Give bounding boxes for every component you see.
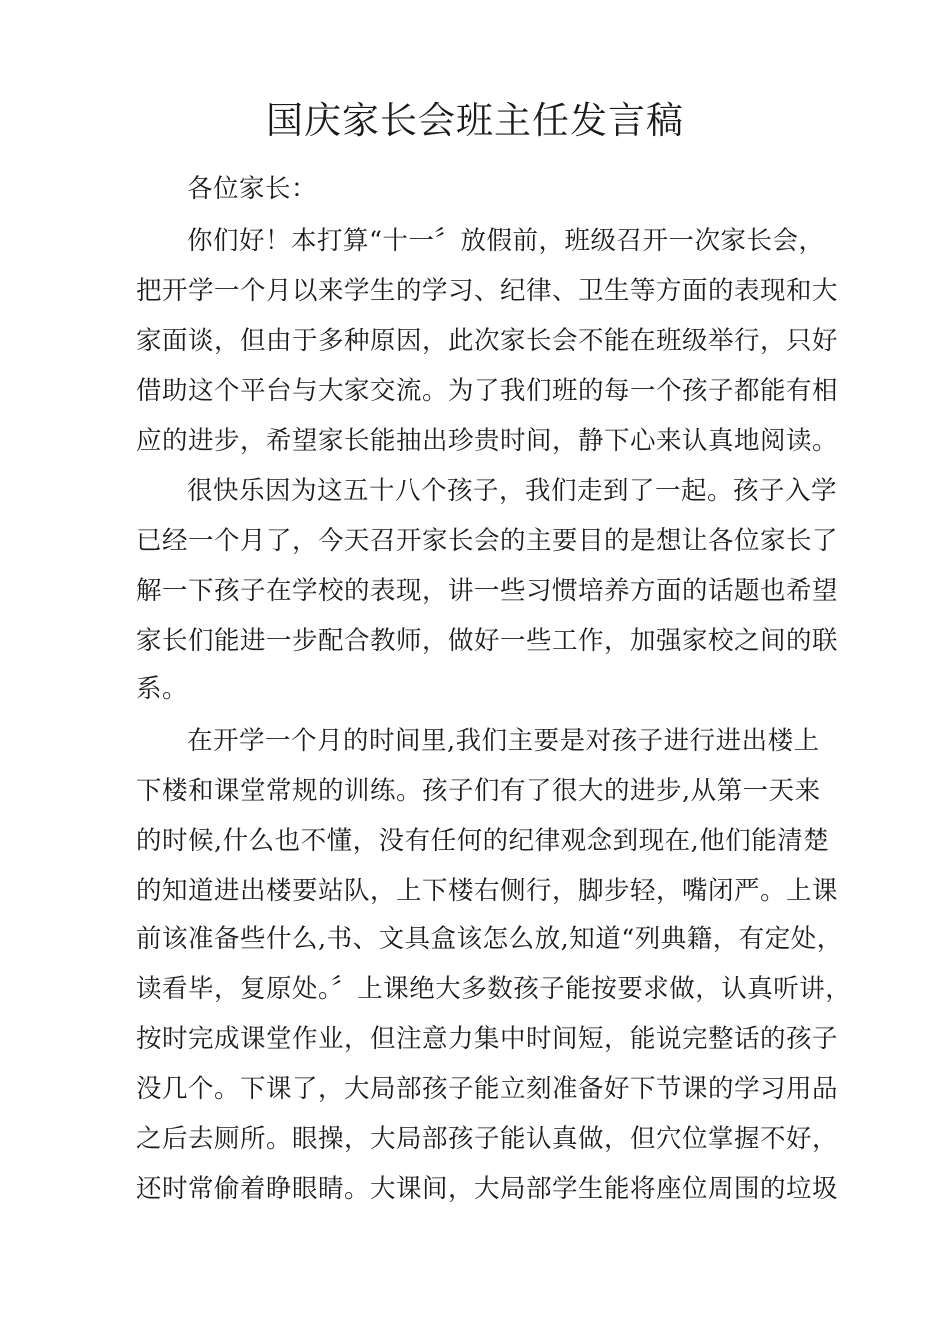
paragraph-1-line-1: 你们好！本打算“十一〞放假前，班级召开一次家长会， (187, 226, 825, 256)
paragraph-1-line-3: 家面谈，但由于多种原因，此次家长会不能在班级举行，只好 (136, 326, 839, 356)
paragraph-3-line-10: 还时常偷着睁眼睛。大课间，大局部学生能将座位周围的垃圾 (136, 1174, 839, 1204)
paragraph-2-line-4: 家长们能进一步配合教师，做好一些工作，加强家校之间的联 (136, 626, 839, 656)
paragraph-3-line-4: 的知道进出楼要站队，上下楼右侧行，脚步轻，嘴闭严。上课 (136, 876, 839, 906)
paragraph-2-line-2: 已经一个月了，今天召开家长会的主要目的是想让各位家长了 (136, 526, 839, 556)
paragraph-2-line-5: 系。 (136, 674, 189, 704)
paragraph-1-line-2: 把开学一个月以来学生的学习、纪律、卫生等方面的表现和大 (136, 276, 839, 306)
paragraph-3-line-5: 前该准备些什么,书、文具盒该怎么放,知道“列典籍，有定处， (136, 924, 843, 954)
paragraph-3-line-3: 的时候,什么也不懂，没有任何的纪律观念到现在,他们能清楚 (136, 826, 830, 856)
document-title: 国庆家长会班主任发言稿 (266, 99, 684, 142)
paragraph-3-line-2: 下楼和课堂常规的训练。孩子们有了很大的进步,从第一天来 (136, 776, 821, 806)
paragraph-2-line-3: 解一下孩子在学校的表现，讲一些习惯培养方面的话题也希望 (136, 576, 839, 606)
paragraph-3-line-8: 没几个。下课了，大局部孩子能立刻准备好下节课的学习用品 (136, 1074, 839, 1104)
paragraph-3-line-6: 读看毕，复原处。〞上课绝大多数孩子能按要求做，认真听讲， (136, 974, 852, 1004)
salutation-line: 各位家长： (187, 174, 318, 204)
paragraph-2-line-1: 很快乐因为这五十八个孩子，我们走到了一起。孩子入学 (187, 476, 838, 506)
paragraph-1-line-5: 应的进步，希望家长能抽出珍贵时间，静下心来认真地阅读。 (136, 426, 839, 456)
paragraph-3-line-9: 之后去厕所。眼操，大局部孩子能认真做，但穴位掌握不好， (136, 1124, 839, 1154)
paragraph-3-line-1: 在开学一个月的时间里,我们主要是对孩子进行进出楼上 (187, 726, 820, 756)
paragraph-1-line-4: 借助这个平台与大家交流。为了我们班的每一个孩子都能有相 (136, 376, 839, 406)
paragraph-3-line-7: 按时完成课堂作业，但注意力集中时间短，能说完整话的孩子 (136, 1024, 839, 1054)
